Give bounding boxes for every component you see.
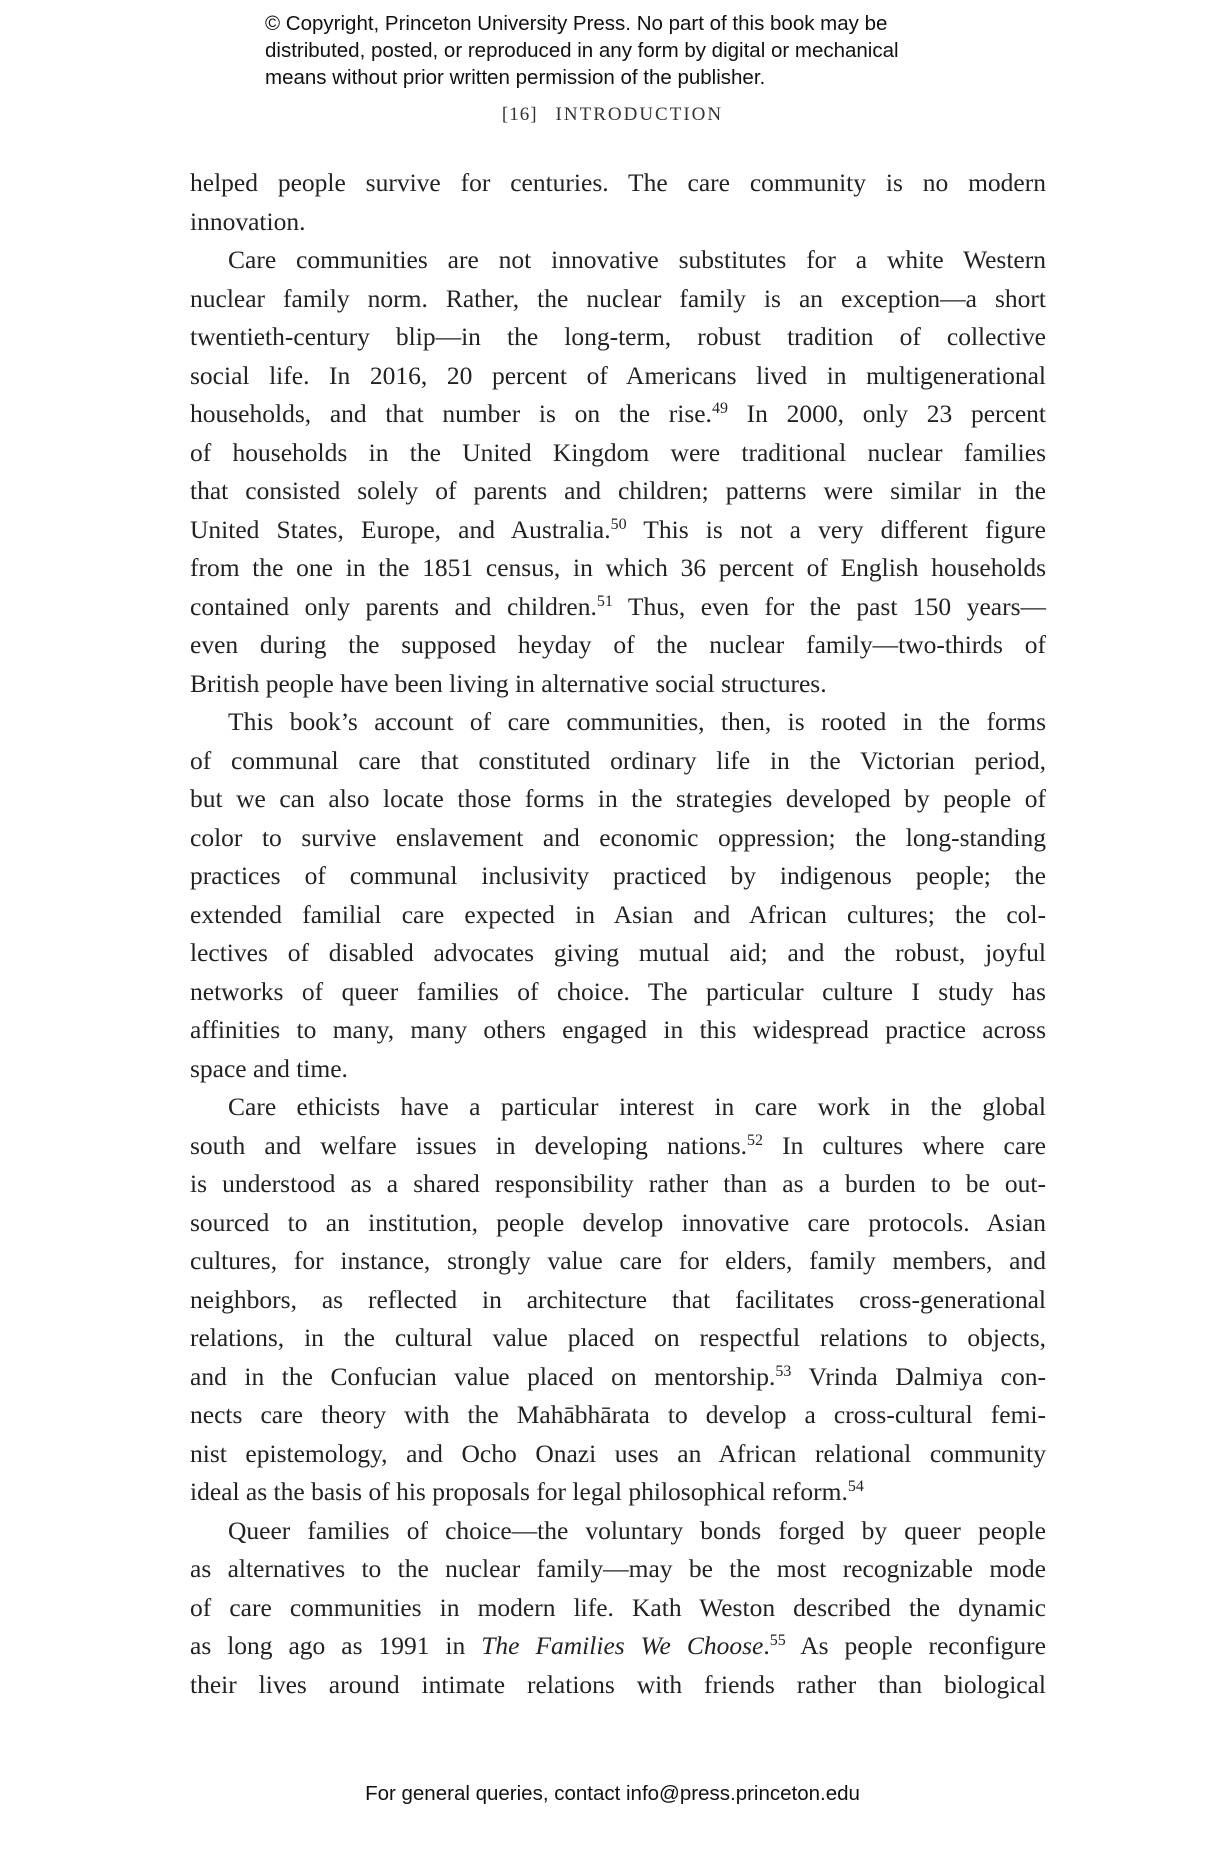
text-line [190, 1435, 1046, 1474]
paragraph [190, 241, 1046, 703]
text-line [190, 1473, 1046, 1512]
text-line [190, 1589, 1046, 1628]
text-run: ideal as the basis of his proposals for legal philosophical reform. [190, 1477, 848, 1506]
paragraph [190, 1512, 1046, 1705]
paragraph [190, 703, 1046, 1088]
text-line [190, 1666, 1046, 1705]
text-run: twentieth-century blip—in the long-term, robust tradition of collective [190, 322, 1046, 351]
text-run: nects care theory with the Mahābhārata to develop a cross-cultural femi- [190, 1400, 1046, 1429]
text-run: households, and that number is on the rise. [190, 399, 712, 428]
text-run: extended familial care expected in Asian and African cultures; the col- [190, 899, 1046, 929]
text-run: their lives around intimate relations with friends rather than biological [190, 1669, 1046, 1699]
copyright-line: means without prior written permission of the publisher. [265, 66, 766, 89]
text-line [190, 434, 1046, 473]
text-line [190, 665, 1046, 704]
paragraph [190, 164, 1046, 241]
text-run: Vrinda Dalmiya con- [791, 1361, 1046, 1391]
text-line [190, 896, 1046, 935]
text-line [190, 1319, 1046, 1358]
text-run: As people reconfigure [785, 1631, 1046, 1660]
text-run: south and welfare issues in developing nations. [190, 1130, 748, 1160]
footer-contact: For general queries, contact info@press.princeton.edu [365, 1782, 860, 1805]
text-line [190, 1050, 1046, 1089]
text-line [190, 934, 1046, 973]
text-line [190, 973, 1046, 1012]
text-line [190, 357, 1046, 396]
text-line [190, 1396, 1046, 1435]
italic-title: The Families We Choose [481, 1631, 764, 1660]
text-run: Queer families of choice—the voluntary bonds forged by queer people [228, 1515, 1046, 1545]
text-line [190, 819, 1046, 858]
text-run: nist epistemology, and Ocho Onazi uses an African relational community [190, 1438, 1046, 1468]
text-run: . [763, 1631, 770, 1660]
text-run: This is not a very different figure [626, 514, 1046, 544]
text-line [190, 780, 1046, 819]
footnote-ref: 55 [769, 1632, 786, 1649]
text-run: neighbors, as reflected in architecture that facilitates cross-generational [190, 1284, 1046, 1314]
text-run: lectives of disabled advocates giving mutual aid; and the robust, joyful [190, 938, 1046, 967]
text-run: from the one in the 1851 census, in which 36 percent of English households [190, 553, 1046, 582]
footnote-ref: 54 [847, 1478, 864, 1495]
footnote-ref: 53 [775, 1362, 792, 1380]
body-text [190, 164, 1046, 1704]
footnote-ref: 50 [610, 515, 627, 533]
text-line [190, 588, 1046, 627]
page-number: [16] [501, 104, 538, 125]
text-run: even during the supposed heyday of the nuclear family—two-thirds of [190, 630, 1046, 659]
text-run: color to survive enslavement and economic oppression; the long-standing [190, 822, 1046, 852]
text-run: nuclear family norm. Rather, the nuclear family is an exception—a short [190, 283, 1046, 313]
text-run: space and time. [190, 1053, 348, 1083]
text-line [190, 1011, 1046, 1050]
text-line [190, 1358, 1046, 1397]
footnote-ref: 51 [596, 592, 613, 610]
text-run: of households in the United Kingdom were traditional nuclear families [190, 437, 1046, 467]
text-line [190, 395, 1046, 434]
text-run: This book’s account of care communities, then, is rooted in the forms [228, 707, 1046, 736]
text-line [190, 549, 1046, 588]
section-title: INTRODUCTION [555, 104, 724, 125]
text-run: as long ago as 1991 in [190, 1631, 482, 1660]
text-line [190, 1550, 1046, 1589]
text-line [190, 511, 1046, 550]
text-line [190, 742, 1046, 781]
text-run: relations, in the cultural value placed on respectful relations to objects, [190, 1323, 1046, 1352]
text-line [190, 1165, 1046, 1204]
text-run: social life. In 2016, 20 percent of Americans lived in multigenerational [190, 360, 1046, 390]
text-run: that consisted solely of parents and children; patterns were similar in the [190, 476, 1046, 505]
text-run: In cultures where care [763, 1130, 1047, 1160]
text-run: United States, Europe, and Australia. [190, 514, 611, 544]
text-run: innovation. [190, 206, 306, 236]
text-line [190, 857, 1046, 896]
copyright-notice [265, 10, 899, 91]
copyright-line: distributed, posted, or reproduced in any form by digital or mechanical [265, 39, 899, 62]
text-line [190, 1281, 1046, 1320]
text-line [190, 1627, 1046, 1666]
text-run: of care communities in modern life. Kath Weston described the dynamic [190, 1592, 1046, 1622]
text-run: of communal care that constituted ordinary life in the Victorian period, [190, 745, 1046, 775]
text-run: Thus, even for the past 150 years— [612, 591, 1046, 621]
footnote-ref: 49 [711, 400, 728, 417]
text-run: contained only parents and children. [190, 591, 597, 621]
text-run: practices of communal inclusivity practiced by indigenous people; the [190, 861, 1046, 890]
running-head [0, 104, 1225, 126]
footnote-ref: 52 [747, 1131, 764, 1149]
text-run: Care ethicists have a particular interest in care work in the global [228, 1092, 1046, 1121]
text-run: and in the Confucian value placed on mentorship. [190, 1361, 776, 1391]
text-line [190, 318, 1046, 357]
text-run: cultures, for instance, strongly value care for elders, family members, and [190, 1246, 1046, 1275]
text-line [190, 1088, 1046, 1127]
text-line [190, 703, 1046, 742]
text-line [190, 1242, 1046, 1281]
text-run: British people have been living in alternative social structures. [190, 668, 827, 698]
text-line [190, 626, 1046, 665]
copyright-line: © Copyright, Princeton University Press. No part of this book may be [265, 12, 888, 35]
text-line [190, 1512, 1046, 1551]
text-line [190, 280, 1046, 319]
paragraph [190, 1088, 1046, 1512]
text-line [190, 1127, 1046, 1166]
text-run: affinities to many, many others engaged in this widespread practice across [190, 1015, 1046, 1044]
text-run: networks of queer families of choice. The particular culture I study has [190, 976, 1046, 1006]
text-run: but we can also locate those forms in the strategies developed by people of [190, 784, 1046, 813]
text-run: sourced to an institution, people develop innovative care protocols. Asian [190, 1207, 1046, 1237]
text-line [190, 472, 1046, 511]
text-line [190, 241, 1046, 280]
text-run: In 2000, only 23 percent [727, 399, 1046, 428]
text-line [190, 164, 1046, 203]
text-run: Care communities are not innovative substitutes for a white Western [228, 245, 1046, 274]
text-line [190, 203, 1046, 242]
text-run: helped people survive for centuries. The care community is no modern [190, 168, 1046, 197]
text-run: is understood as a shared responsibility rather than as a burden to be out- [190, 1169, 1046, 1198]
text-line [190, 1204, 1046, 1243]
text-run: as alternatives to the nuclear family—may be the most recognizable mode [190, 1554, 1046, 1583]
